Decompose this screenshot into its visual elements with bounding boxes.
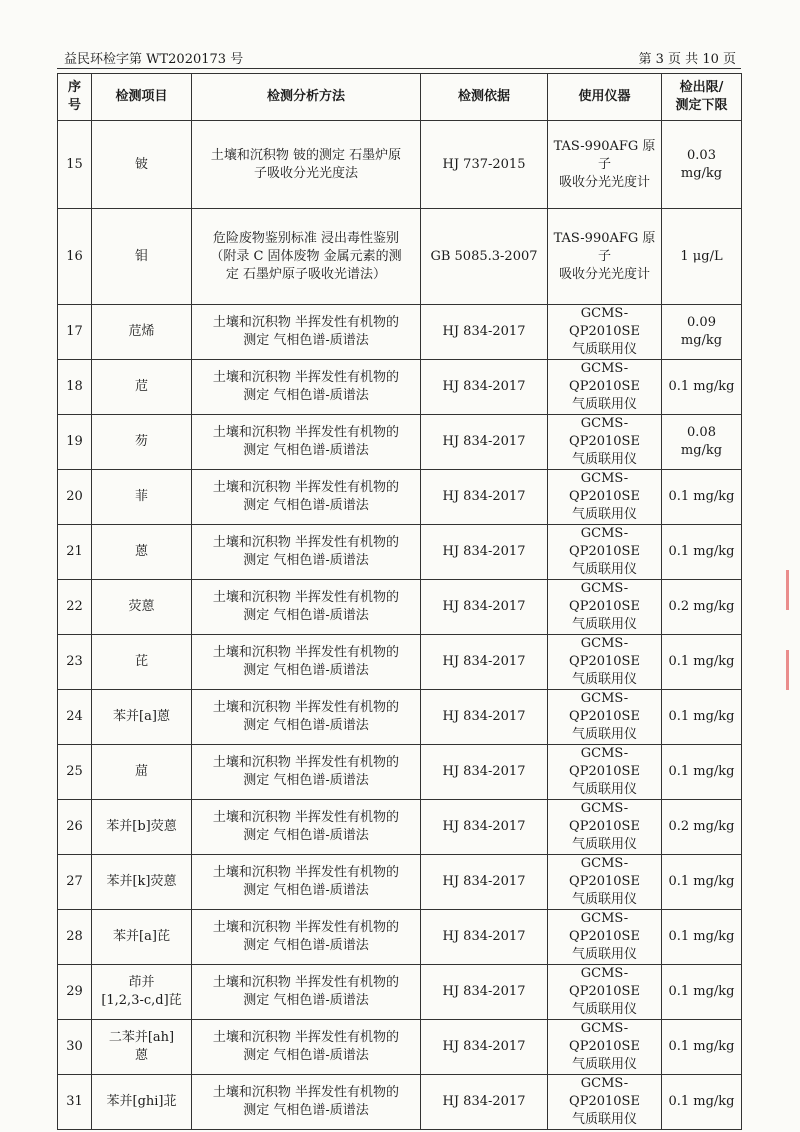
test-item: 菲: [92, 470, 192, 525]
instrument: GCMS-QP2010SE 气质联用仪: [548, 690, 662, 745]
row-number: 31: [58, 1075, 92, 1130]
table-row: [58, 580, 742, 635]
table-row: [58, 360, 742, 415]
table-row: [58, 525, 742, 580]
instrument: GCMS-QP2010SE 气质联用仪: [548, 1075, 662, 1130]
col-header-no: 序号: [58, 74, 92, 121]
instrument: GCMS-QP2010SE 气质联用仪: [548, 580, 662, 635]
test-basis: HJ 834-2017: [421, 305, 548, 360]
test-basis: HJ 834-2017: [421, 580, 548, 635]
instrument: GCMS-QP2010SE 气质联用仪: [548, 800, 662, 855]
test-basis: HJ 834-2017: [421, 745, 548, 800]
row-number: 26: [58, 800, 92, 855]
test-item: 苯并[a]芘: [92, 910, 192, 965]
table-row: [58, 1075, 742, 1130]
test-methods-table: [57, 73, 742, 1130]
row-number: 23: [58, 635, 92, 690]
test-basis: HJ 834-2017: [421, 415, 548, 470]
detection-limit: 0.03 mg/kg: [662, 121, 742, 209]
analysis-method: 土壤和沉积物 半挥发性有机物的 测定 气相色谱-质谱法: [192, 525, 421, 580]
test-item: 苯并[ghi]苝: [92, 1075, 192, 1130]
test-item: 蒽: [92, 525, 192, 580]
test-basis: HJ 834-2017: [421, 1075, 548, 1130]
detection-limit: 0.08 mg/kg: [662, 415, 742, 470]
detection-limit: 0.09 mg/kg: [662, 305, 742, 360]
table-row: [58, 635, 742, 690]
analysis-method: 土壤和沉积物 半挥发性有机物的 测定 气相色谱-质谱法: [192, 965, 421, 1020]
col-header-item: 检测项目: [92, 74, 192, 121]
detection-limit: 0.2 mg/kg: [662, 580, 742, 635]
table-row: [58, 470, 742, 525]
col-header-basis: 检测依据: [421, 74, 548, 121]
analysis-method: 土壤和沉积物 半挥发性有机物的 测定 气相色谱-质谱法: [192, 580, 421, 635]
test-item: 苯并[k]荧蒽: [92, 855, 192, 910]
instrument: TAS-990AFG 原子 吸收分光光度计: [548, 121, 662, 209]
table-row: [58, 965, 742, 1020]
instrument: GCMS-QP2010SE 气质联用仪: [548, 965, 662, 1020]
test-basis: GB 5085.3-2007: [421, 209, 548, 305]
analysis-method: 土壤和沉积物 半挥发性有机物的 测定 气相色谱-质谱法: [192, 635, 421, 690]
row-number: 18: [58, 360, 92, 415]
detection-limit: 0.1 mg/kg: [662, 745, 742, 800]
test-item: 二苯并[ah] 蒽: [92, 1020, 192, 1075]
col-header-limit: 检出限/ 测定下限: [662, 74, 742, 121]
detection-limit: 0.1 mg/kg: [662, 1075, 742, 1130]
test-item: 苯并[a]蒽: [92, 690, 192, 745]
test-basis: HJ 834-2017: [421, 635, 548, 690]
detection-limit: 0.1 mg/kg: [662, 635, 742, 690]
table-row: [58, 910, 742, 965]
row-number: 15: [58, 121, 92, 209]
row-number: 24: [58, 690, 92, 745]
row-number: 16: [58, 209, 92, 305]
table-row: [58, 1020, 742, 1075]
detection-limit: 0.1 mg/kg: [662, 690, 742, 745]
instrument: GCMS-QP2010SE 气质联用仪: [548, 305, 662, 360]
table-row: [58, 305, 742, 360]
test-item: 芘: [92, 635, 192, 690]
analysis-method: 土壤和沉积物 半挥发性有机物的 测定 气相色谱-质谱法: [192, 305, 421, 360]
row-number: 28: [58, 910, 92, 965]
detection-limit: 0.1 mg/kg: [662, 525, 742, 580]
row-number: 19: [58, 415, 92, 470]
analysis-method: 土壤和沉积物 半挥发性有机物的 测定 气相色谱-质谱法: [192, 1020, 421, 1075]
test-item: 芴: [92, 415, 192, 470]
row-number: 21: [58, 525, 92, 580]
detection-limit: 0.1 mg/kg: [662, 855, 742, 910]
table-row: [58, 800, 742, 855]
detection-limit: 0.1 mg/kg: [662, 470, 742, 525]
table-row: [58, 855, 742, 910]
test-basis: HJ 834-2017: [421, 470, 548, 525]
row-number: 20: [58, 470, 92, 525]
row-number: 25: [58, 745, 92, 800]
table-row: [58, 690, 742, 745]
analysis-method: 土壤和沉积物 半挥发性有机物的 测定 气相色谱-质谱法: [192, 690, 421, 745]
test-basis: HJ 834-2017: [421, 910, 548, 965]
test-item: 铍: [92, 121, 192, 209]
detection-limit: 0.2 mg/kg: [662, 800, 742, 855]
row-number: 29: [58, 965, 92, 1020]
instrument: GCMS-QP2010SE 气质联用仪: [548, 1020, 662, 1075]
test-item: 苯并[b]荧蒽: [92, 800, 192, 855]
table-row: [58, 121, 742, 209]
col-header-instrument: 使用仪器: [548, 74, 662, 121]
instrument: GCMS-QP2010SE 气质联用仪: [548, 910, 662, 965]
analysis-method: 土壤和沉积物 半挥发性有机物的 测定 气相色谱-质谱法: [192, 910, 421, 965]
test-basis: HJ 737-2015: [421, 121, 548, 209]
analysis-method: 土壤和沉积物 半挥发性有机物的 测定 气相色谱-质谱法: [192, 360, 421, 415]
seal-fragment: [786, 650, 800, 690]
row-number: 17: [58, 305, 92, 360]
row-number: 22: [58, 580, 92, 635]
analysis-method: 危险废物鉴别标准 浸出毒性鉴别 （附录 C 固体废物 金属元素的测 定 石墨炉原子吸收光谱法）: [192, 209, 421, 305]
analysis-method: 土壤和沉积物 半挥发性有机物的 测定 气相色谱-质谱法: [192, 470, 421, 525]
test-basis: HJ 834-2017: [421, 690, 548, 745]
table-row: [58, 745, 742, 800]
analysis-method: 土壤和沉积物 铍的测定 石墨炉原 子吸收分光光度法: [192, 121, 421, 209]
test-basis: HJ 834-2017: [421, 965, 548, 1020]
instrument: GCMS-QP2010SE 气质联用仪: [548, 855, 662, 910]
test-basis: HJ 834-2017: [421, 525, 548, 580]
row-number: 27: [58, 855, 92, 910]
test-item: 苊: [92, 360, 192, 415]
detection-limit: 0.1 mg/kg: [662, 910, 742, 965]
test-basis: HJ 834-2017: [421, 800, 548, 855]
test-item: 䓛: [92, 745, 192, 800]
test-basis: HJ 834-2017: [421, 1020, 548, 1075]
table-row: [58, 209, 742, 305]
instrument: GCMS-QP2010SE 气质联用仪: [548, 525, 662, 580]
test-item: 钼: [92, 209, 192, 305]
page-info: 第 3 页 共 10 页: [638, 52, 736, 67]
report-number: 益民环检字第 WT2020173 号: [64, 52, 244, 67]
col-header-method: 检测分析方法: [192, 74, 421, 121]
detection-limit: 0.1 mg/kg: [662, 965, 742, 1020]
analysis-method: 土壤和沉积物 半挥发性有机物的 测定 气相色谱-质谱法: [192, 855, 421, 910]
analysis-method: 土壤和沉积物 半挥发性有机物的 测定 气相色谱-质谱法: [192, 1075, 421, 1130]
detection-limit: 0.1 mg/kg: [662, 1020, 742, 1075]
test-basis: HJ 834-2017: [421, 360, 548, 415]
header-rule: [57, 68, 741, 69]
table-header-row: [58, 74, 742, 121]
detection-limit: 1 μg/L: [662, 209, 742, 305]
table-row: [58, 415, 742, 470]
row-number: 30: [58, 1020, 92, 1075]
instrument: TAS-990AFG 原子 吸收分光光度计: [548, 209, 662, 305]
instrument: GCMS-QP2010SE 气质联用仪: [548, 360, 662, 415]
test-item: 茚并 [1,2,3-c,d]芘: [92, 965, 192, 1020]
analysis-method: 土壤和沉积物 半挥发性有机物的 测定 气相色谱-质谱法: [192, 415, 421, 470]
test-item: 荧蒽: [92, 580, 192, 635]
analysis-method: 土壤和沉积物 半挥发性有机物的 测定 气相色谱-质谱法: [192, 745, 421, 800]
analysis-method: 土壤和沉积物 半挥发性有机物的 测定 气相色谱-质谱法: [192, 800, 421, 855]
detection-limit: 0.1 mg/kg: [662, 360, 742, 415]
instrument: GCMS-QP2010SE 气质联用仪: [548, 470, 662, 525]
test-item: 苊烯: [92, 305, 192, 360]
instrument: GCMS-QP2010SE 气质联用仪: [548, 415, 662, 470]
seal-fragment: [786, 570, 800, 610]
test-basis: HJ 834-2017: [421, 855, 548, 910]
instrument: GCMS-QP2010SE 气质联用仪: [548, 745, 662, 800]
instrument: GCMS-QP2010SE 气质联用仪: [548, 635, 662, 690]
